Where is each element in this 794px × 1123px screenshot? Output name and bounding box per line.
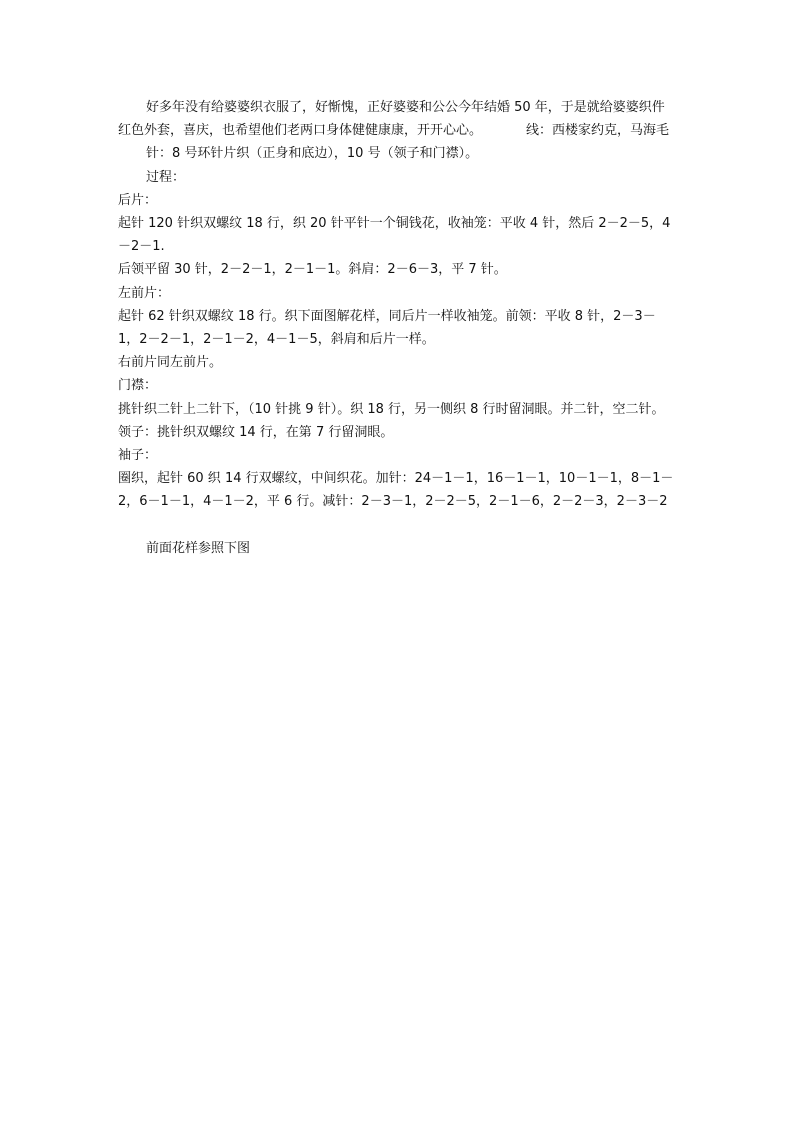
front-pattern-caption: 前面花样参照下图 <box>146 540 251 556</box>
back-heading: 后片： <box>118 192 158 208</box>
back-line-1: 起针 120 针织双螺纹 18 行，织 20 针平针一个铜钱花，收袖笼：平收 4 针，然后 2－2－5，4－2－1. <box>118 216 671 255</box>
yarn-text: 线：西楼家约克，马海毛 <box>526 123 670 139</box>
intro-text: 好多年没有给婆婆织衣服了，好惭愧，正好婆婆和公公今年结婚 50 年，于是就给婆婆织件红色外套，喜庆，也希望他们老两口身体健健康康，开开心心。 <box>118 100 665 139</box>
back-line-2: 后领平留 30 针，2－2－1，2－1－1。斜肩：2－6－3，平 7 针。 <box>118 262 507 278</box>
blank-line <box>118 514 674 537</box>
collar-text: 领子：挑针织双螺纹 14 行，在第 7 行留洞眼。 <box>118 424 394 440</box>
left-front-text: 起针 62 针织双螺纹 18 行。织下面图解花样，同后片一样收袖笼。前领：平收 8 针，2－3－1，2－2－1，2－1－2，4－1－5，斜肩和后片一样。 <box>118 308 656 348</box>
placket-heading: 门襟： <box>118 378 158 394</box>
needles-paragraph: 针：8 号环针片织（正身和底边），10 号（领子和门襟）。 <box>146 146 479 162</box>
sleeve-heading: 袖子： <box>118 448 158 464</box>
process-heading: 过程： <box>146 169 186 185</box>
document-body <box>118 96 674 560</box>
placket-text: 挑针织二针上二针下，（10 针挑 9 针）。织 18 行，另一侧织 8 行时留洞眼。并二针，空二针。 <box>118 401 665 417</box>
left-front-heading: 左前片： <box>118 285 171 301</box>
intro-paragraph <box>118 96 674 142</box>
sleeve-text: 圈织，起针 60 织 14 行双螺纹，中间织花。加针：24－1－1，16－1－1，10－1－1，8－1－2，6－1－1，4－1－2，平 6 行。减针：2－3－1，2－2－5，2－1－6，2－2－3，2－3－2 <box>118 471 674 510</box>
right-front-text: 右前片同左前片。 <box>118 355 223 371</box>
